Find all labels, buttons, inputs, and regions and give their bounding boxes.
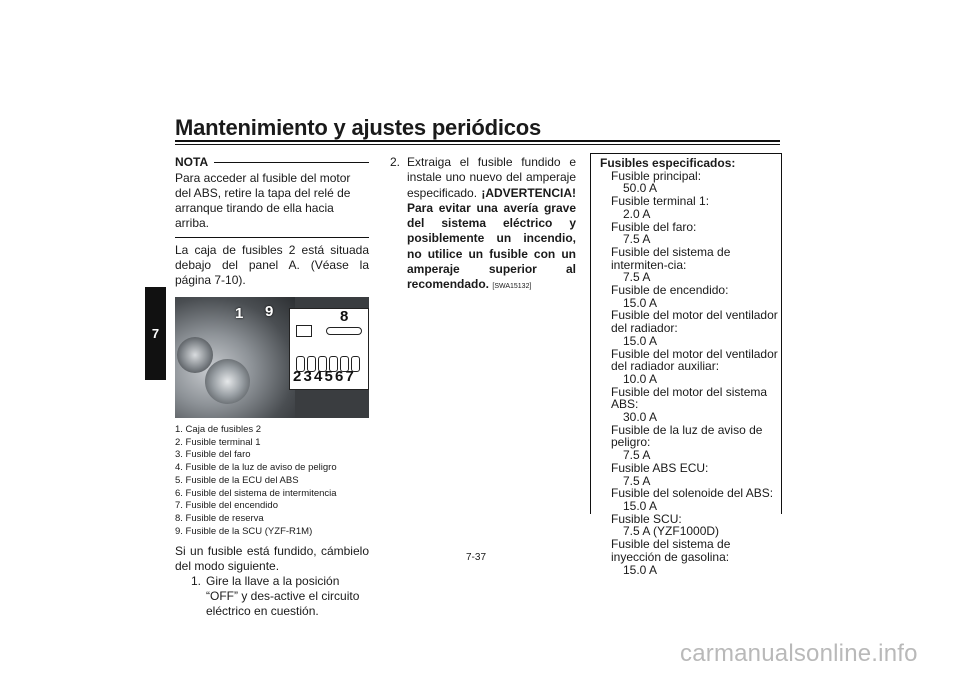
nota-text: Para acceder al fusible del motor del ABS, retire la tapa del relé de arranque tirando de ella hacia arriba. (175, 171, 351, 230)
fuse-box-photo (175, 297, 369, 418)
spec-item: Fusible terminal 1: 2.0 A (611, 194, 710, 221)
legend-item: 6. Fusible del sistema de intermitencia (175, 487, 337, 499)
legend-item: 3. Fusible del faro (175, 449, 251, 461)
intro-paragraph: La caja de fusibles 2 está situada debajo del panel A. (Véase la página 7-10). (175, 243, 369, 287)
step-2-number: 2. (390, 155, 401, 169)
spec-item: Fusible SCU: 7.5 A (YZF1000D) (611, 511, 720, 539)
spec-item: Fusible del motor del ventilador del radiador: 15.0 A (611, 308, 778, 348)
middle-column (390, 155, 576, 295)
spec-item: Fusible del sistema de inyección de gasolina: 15.0 A (611, 537, 731, 577)
nota-label: NOTA (175, 155, 209, 169)
callout-9: 9 (265, 303, 274, 320)
fuse-box-diagram (289, 308, 369, 390)
legend-item: 4. Fusible de la luz de aviso de peligro (175, 462, 337, 474)
spec-item: Fusible del motor del ventilador del radiador auxiliar: 10.0 A (611, 346, 778, 386)
chapter-tab: 7 (145, 287, 166, 380)
legend-item: 8. Fusible de reserva (175, 512, 264, 524)
warning-code: [SWA15132] (492, 283, 532, 291)
spec-box (590, 153, 782, 577)
callout-1: 1 (235, 305, 244, 322)
spare-fuse (326, 327, 362, 335)
title-rule-thin (175, 144, 780, 145)
page-title: Mantenimiento y ajustes periódicos (175, 115, 542, 140)
spec-item: Fusible del sistema de intermiten-cia: 7.5 A (611, 244, 731, 285)
legend-item: 5. Fusible de la ECU del ABS (175, 474, 299, 486)
legend-item: 2. Fusible terminal 1 (175, 436, 261, 448)
callout-8: 8 (340, 308, 349, 325)
legend-item: 7. Fusible del encendido (175, 500, 278, 512)
step-1 (175, 574, 369, 619)
callouts-fuses: 2 3 4 5 6 7 (293, 368, 354, 385)
spec-item: Fusible de encendido: 15.0 A (611, 283, 729, 310)
spec-item: Fusible ABS ECU: 7.5 A (611, 460, 709, 488)
step-2-warning: ¡ADVERTENCIA! Para evitar una avería grave del sistema eléctrico y posiblemente un incendio, no utilice un fusible con un amperaje superior al recomendado. (407, 185, 576, 292)
spec-item: Fusible de la luz de aviso de peligro: 7.5 A (611, 422, 763, 463)
spec-item: Fusible principal: 50.0 A (611, 168, 702, 196)
title-rule (175, 140, 780, 142)
step-1-number: 1. (190, 574, 201, 589)
procedure-intro: Si un fusible está fundido, cámbielo del modo siguiente. (175, 544, 369, 574)
step-1-text: Gire la llave a la posición “OFF” y des-active el circuito eléctrico en cuestión. (206, 574, 360, 619)
legend-item: 1. Caja de fusibles 2 (175, 424, 262, 435)
left-column (175, 155, 369, 619)
nota-end-rule (175, 237, 369, 238)
watermark: carmanualsonline.info (680, 640, 918, 667)
spec-item: Fusible del motor del sistema ABS: 30.0 A (611, 384, 768, 425)
spec-title: Fusibles especificados: (600, 156, 736, 170)
step-2 (390, 155, 576, 295)
nota-header (175, 155, 369, 170)
nota-rule (214, 162, 369, 163)
page-number: 7-37 (466, 552, 487, 563)
legend-item: 9. Fusible de la SCU (YZF-R1M) (175, 525, 313, 537)
figure-legend (175, 424, 369, 538)
step-2-text: Extraiga el fusible fundido e instale uno nuevo del amperaje especificado. (407, 155, 576, 200)
spec-item: Fusible del solenoide del ABS: 15.0 A (611, 486, 774, 513)
spec-item: Fusible del faro: 7.5 A (611, 219, 697, 247)
